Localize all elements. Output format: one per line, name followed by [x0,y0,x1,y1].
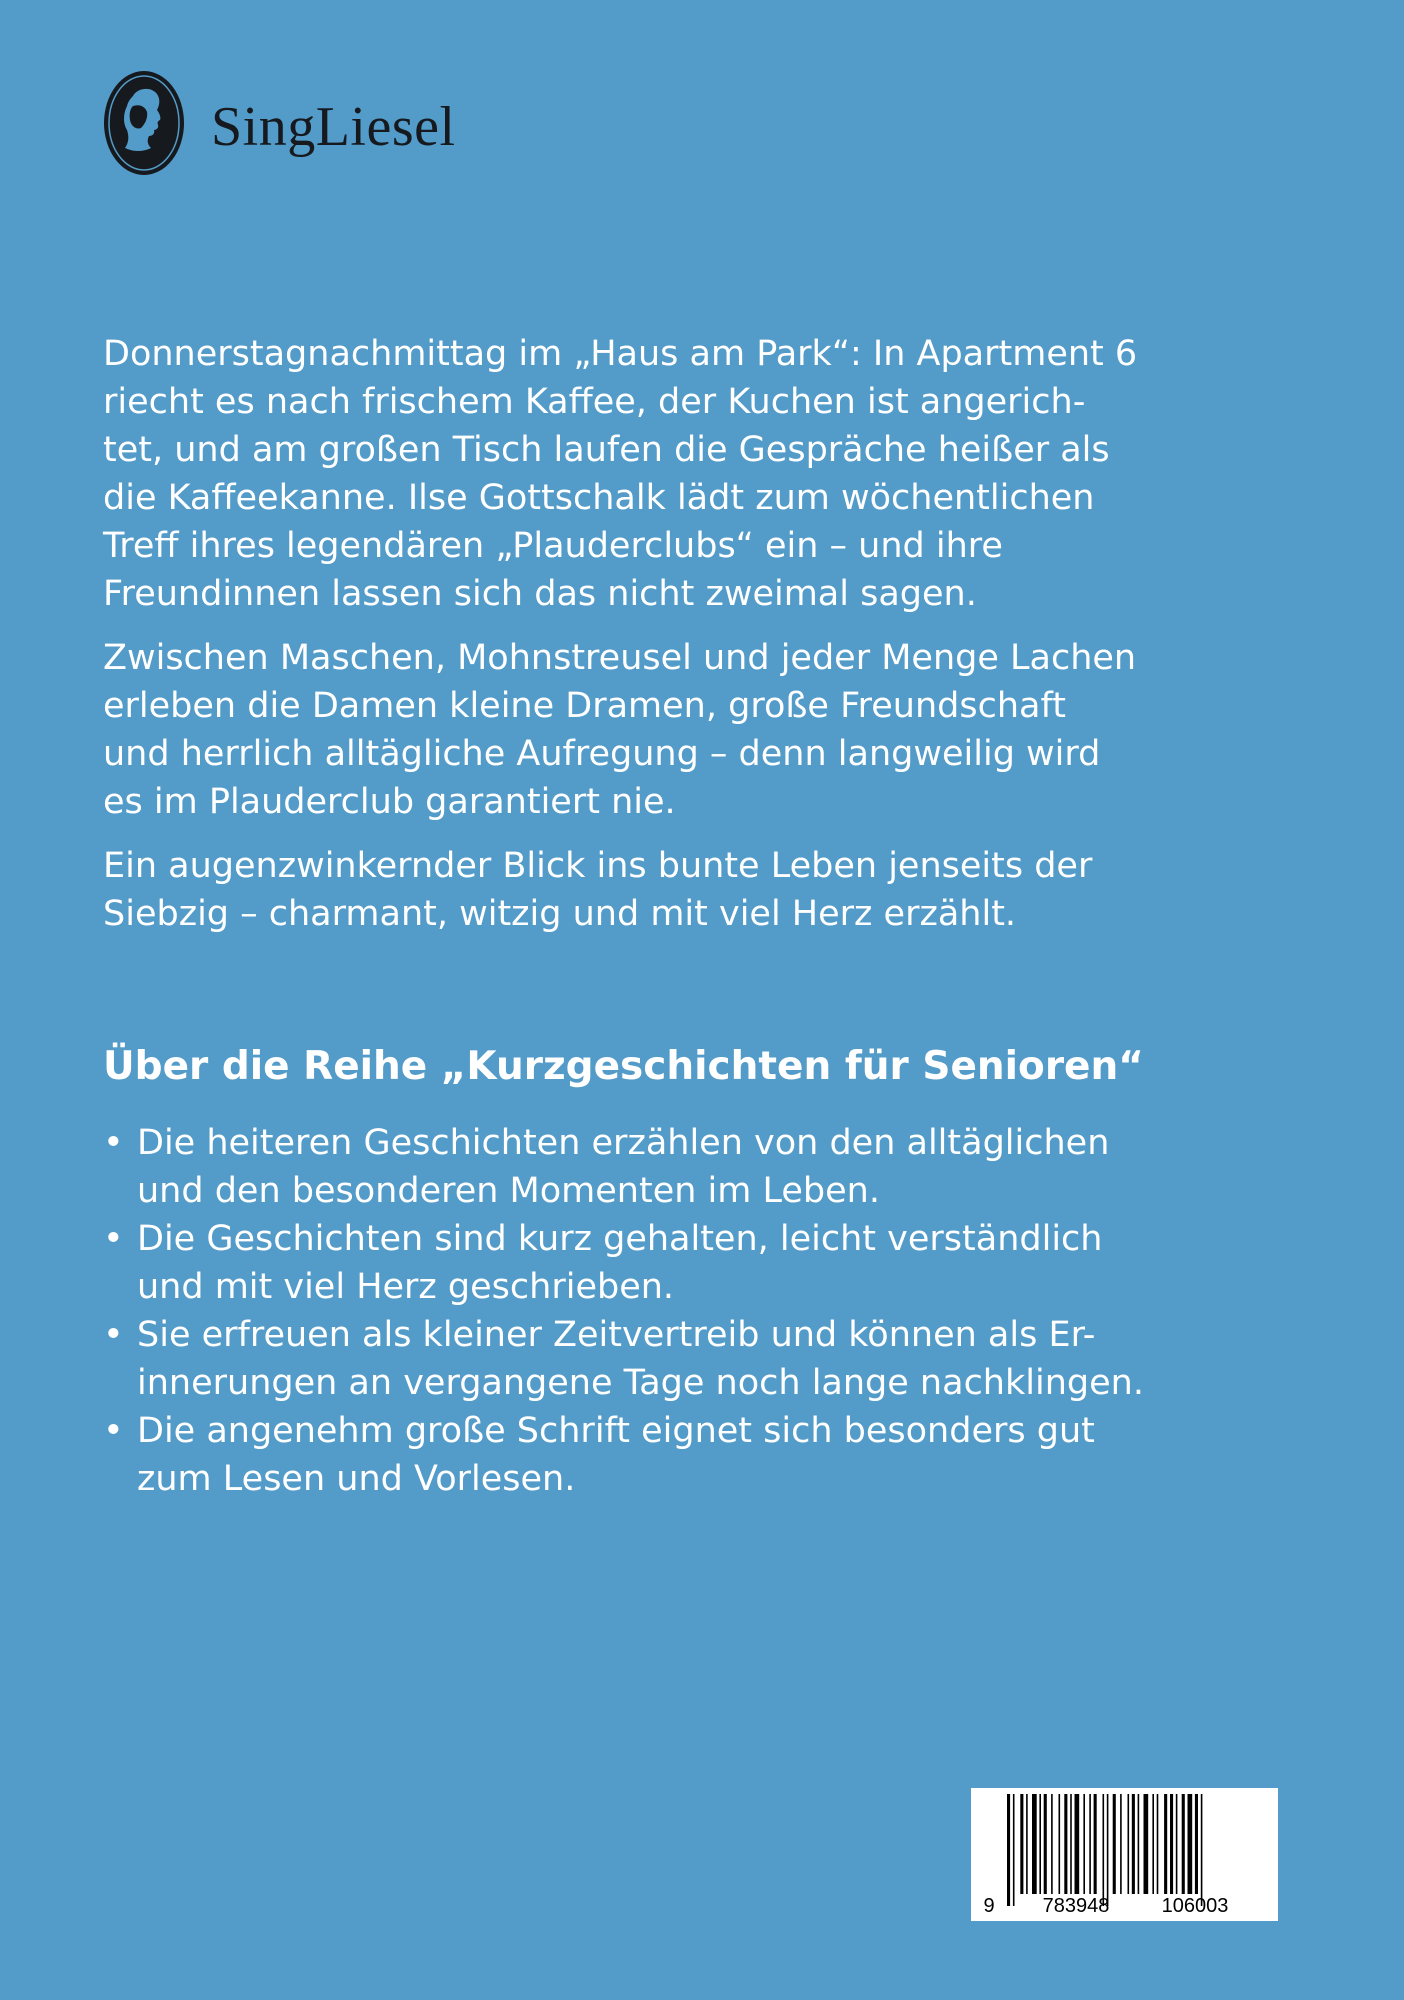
barcode-digits-right: 106003 [1161,1895,1229,1917]
list-item: • Die angenehm große Schrift eignet sich besonders gut zum Lesen und Vorlesen. [103,1407,1303,1503]
barcode-bar [1064,1794,1067,1894]
barcode-bar [1201,1794,1203,1906]
barcode-bar [1059,1794,1061,1894]
barcode-graphic [971,1788,1278,1921]
list-item: • Die heiteren Geschichten erzählen von den alltäglichen und den besonderen Momenten im Leben. [103,1119,1303,1215]
list-item: • Sie erfreuen als kleiner Zeitvertreib und können als Er- innerungen an vergangene Tage noch lange nachklingen. [103,1311,1303,1407]
barcode-digit-prefix: 9 [983,1895,995,1917]
barcode-bar [1083,1794,1085,1894]
barcode-bar [1070,1794,1072,1894]
barcode-bar [1132,1794,1135,1894]
barcode-bar [1020,1794,1023,1894]
barcode-bar [1094,1794,1097,1894]
barcode-bar [1044,1794,1047,1894]
barcode-bar [1007,1794,1010,1906]
barcode-bar [1138,1794,1140,1894]
barcode-bar [1152,1794,1154,1894]
barcode-bar [1164,1794,1167,1894]
description-paragraph: Donnerstagnachmittag im „Haus am Park“: In Apartment 6 riecht es nach frischem Kaffee, der Kuchen ist angerich- tet, und am großen Tisch laufen die Gespräche heißer als die Kaffeekanne. Ilse Gottschalk lädt zum wöchentlichen Treff ihres legendären „Plauderclubs“ ein – und ihre Freundinnen lassen sich das nicht zweimal sagen. [103,334,1138,614]
publisher-logo [103,70,456,176]
barcode-bar [1176,1794,1178,1894]
book-description [103,330,1263,954]
barcode-digits-left: 783948 [1042,1895,1110,1917]
description-paragraph: Zwischen Maschen, Mohnstreusel und jeder Menge Lachen erleben die Damen kleine Dramen, große Freundschaft und herrlich alltägliche Aufregung – denn langweilig wird es im Plauderclub garantiert nie. [103,638,1137,822]
barcode-bar [1103,1794,1105,1906]
barcode-bar [1039,1794,1041,1894]
series-heading: Über die Reihe „Kurzgeschichten für Senioren“ [103,1044,1144,1089]
publisher-name: SingLiesel [211,96,456,158]
barcode-bar [1051,1794,1053,1894]
barcode-bar [1032,1794,1037,1894]
barcode-bar [1075,1794,1080,1894]
barcode-bar [1013,1794,1015,1906]
barcode-bar [1120,1794,1122,1894]
silhouette-portrait-icon [103,70,185,176]
barcode-bar [1113,1794,1116,1894]
barcode-bar [1182,1794,1185,1894]
list-item: • Die Geschichten sind kurz gehalten, leicht verständlich und mit viel Herz geschrieben. [103,1215,1303,1311]
barcode-bar [1170,1794,1173,1894]
barcode-bar [1157,1794,1159,1894]
barcode-bar [1089,1794,1091,1894]
barcode-bar [1026,1794,1028,1894]
series-feature-list [103,1119,1303,1503]
isbn-barcode [971,1788,1278,1921]
barcode-bar [1188,1794,1193,1894]
barcode-bar [1128,1794,1130,1894]
description-paragraph: Ein augenzwinkernder Blick ins bunte Leben jenseits der Siebzig – charmant, witzig und mit viel Herz erzählt. [103,846,1093,934]
barcode-bar [1144,1794,1149,1894]
barcode-bar [1107,1794,1109,1906]
barcode-bar [1195,1794,1198,1894]
